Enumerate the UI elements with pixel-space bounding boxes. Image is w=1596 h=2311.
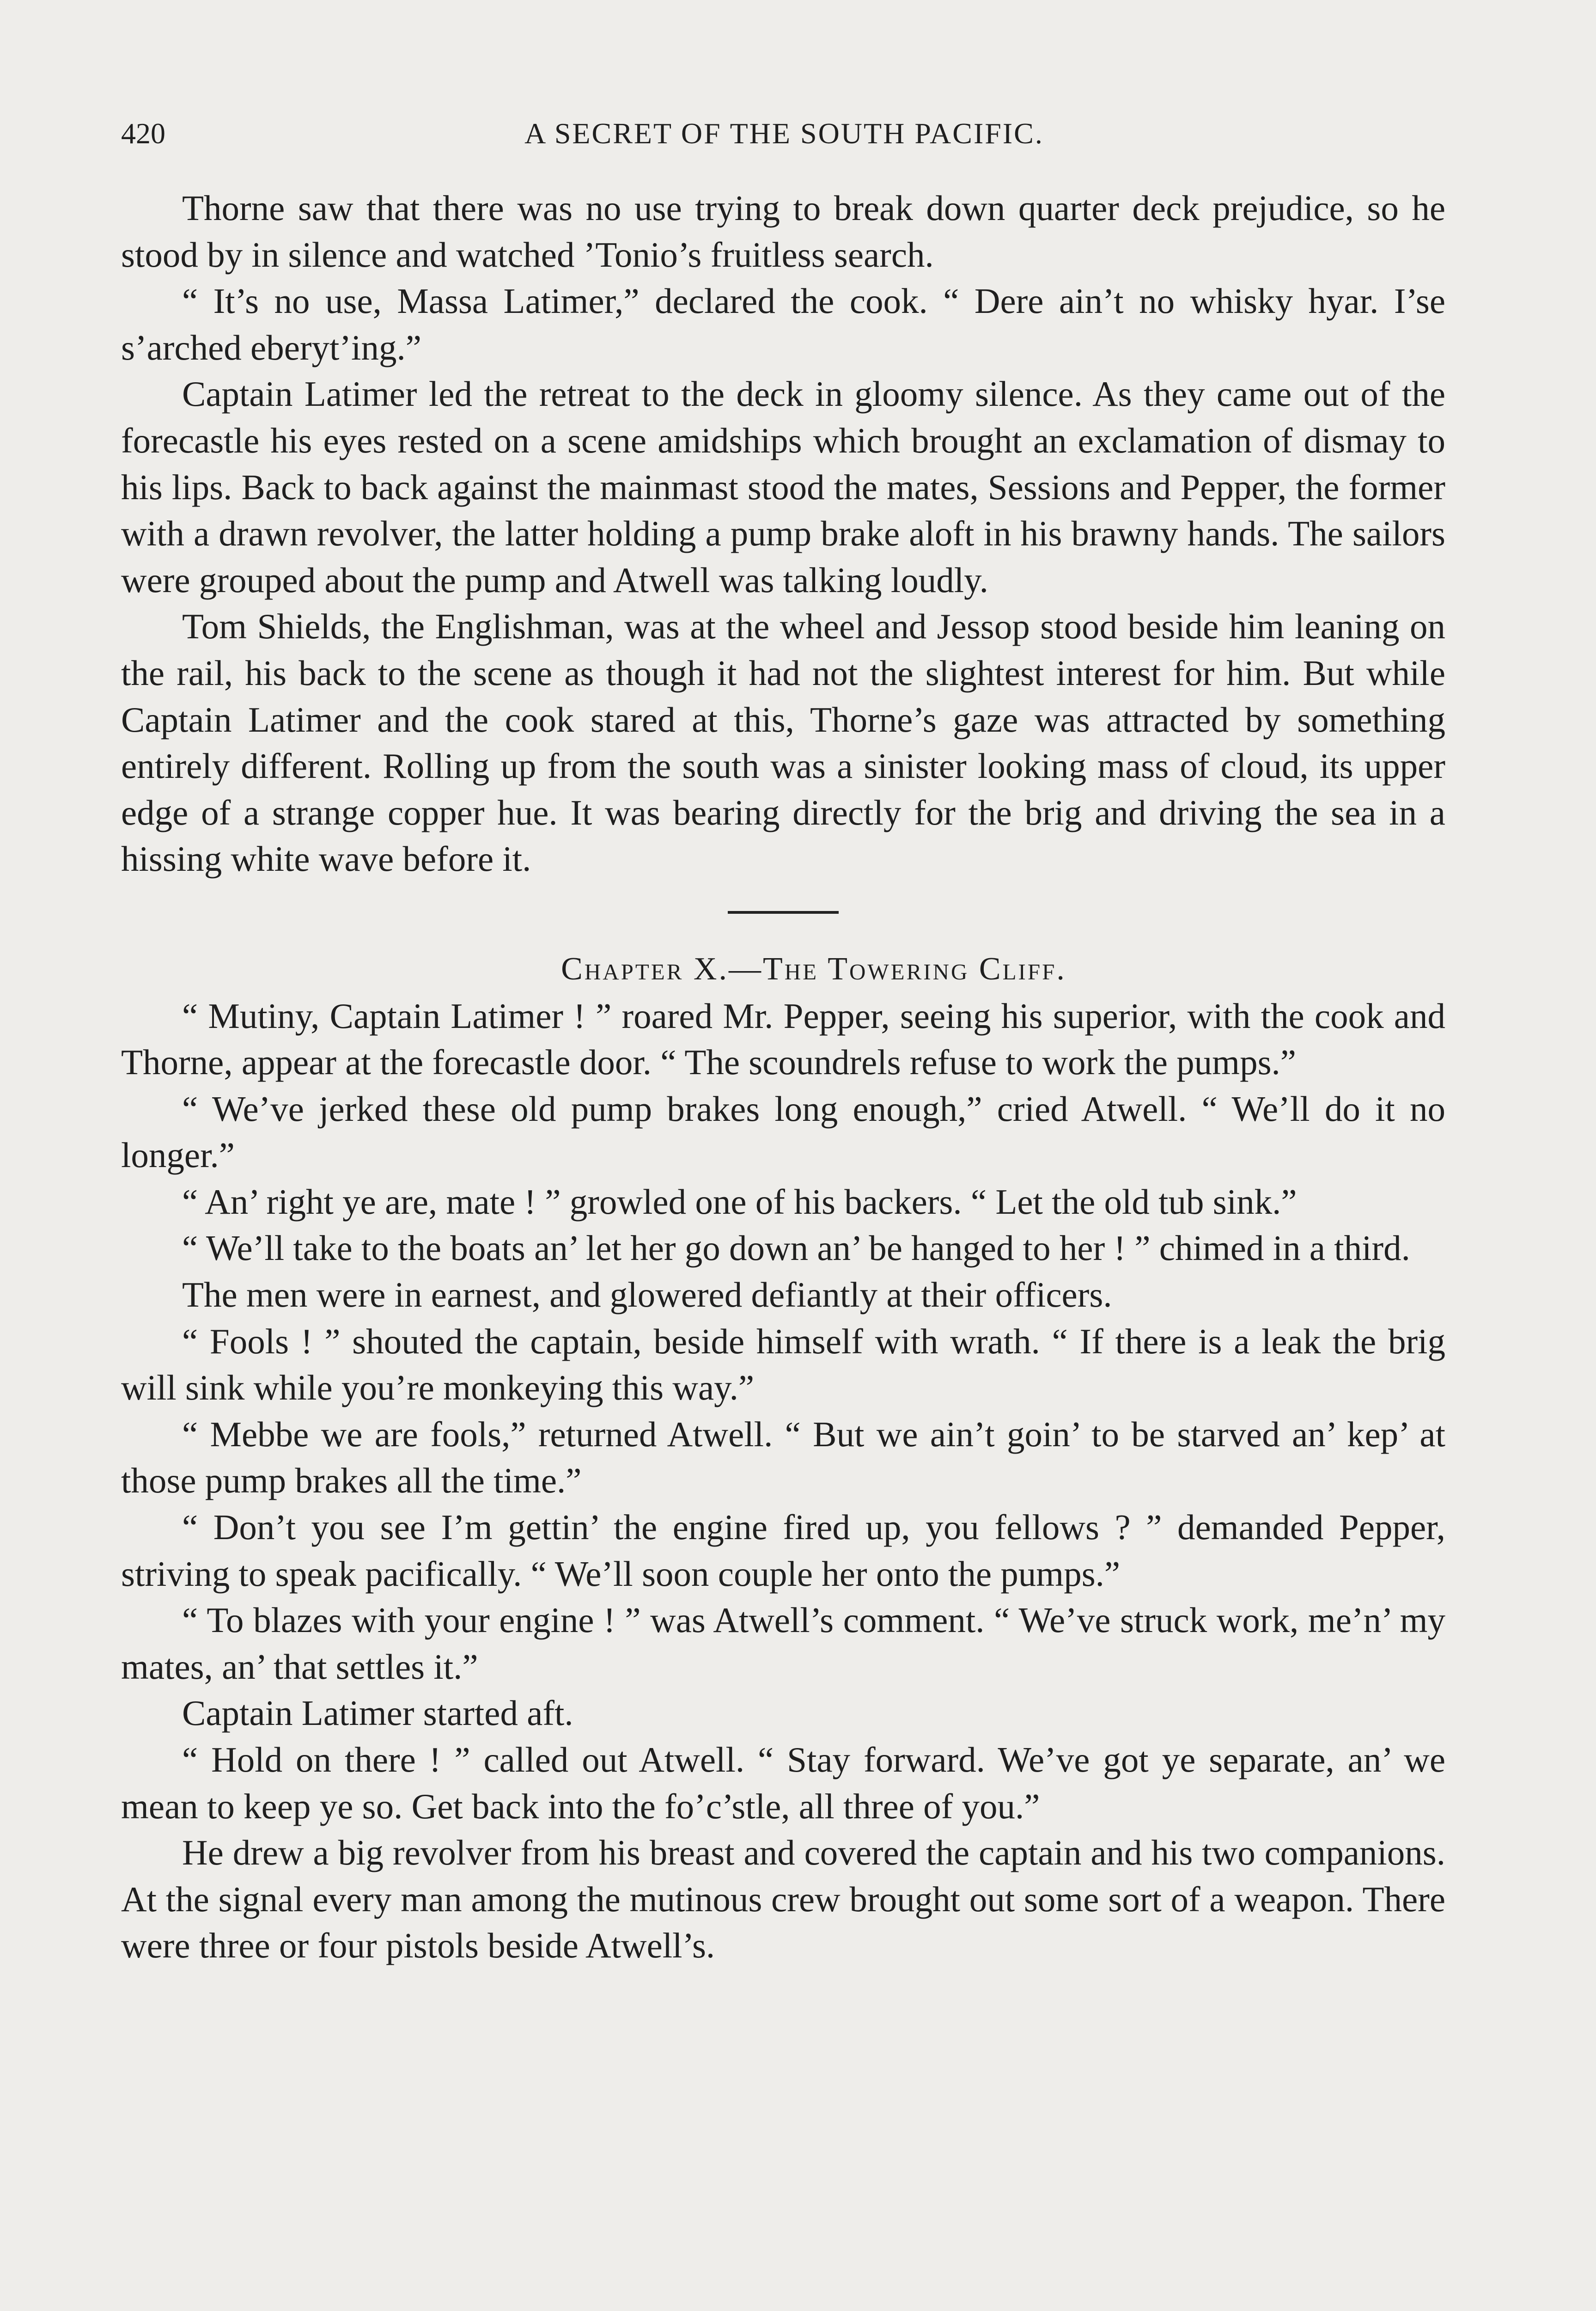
paragraph: He drew a big revolver from his breast and covered the captain and his two companions. At the signal every man among the mutinous crew brought out some sort of a weapon. There were three or four pistols beside Atwell’s. — [121, 1833, 1445, 1966]
paragraph: Captain Latimer led the retreat to the deck in gloomy silence. As they came out of the forecastle his eyes rested on a scene amidships which brought an exclamation of dismay to his lips. Back to back against the mainmast stood the mates, Sessions and Pepper, the former with a drawn revolver, the latter holding a pump brake aloft in his brawny hands. The sailors were grouped about the pump and Atwell was talking loudly. — [121, 374, 1445, 600]
paragraph: “ An’ right ye are, mate ! ” growled one of his backers. “ Let the old tub sink.” — [182, 1181, 1297, 1222]
paragraph: “ It’s no use, Massa Latimer,” declared the cook. “ Dere ain’t no whisky hyar. I’se s’arched eberyt’ing.” — [121, 281, 1445, 367]
paragraph: Thorne saw that there was no use trying to break down quarter deck prejudice, so he stood by in silence and watched ’Tonio’s fruitless search. — [121, 188, 1445, 275]
paragraph: “ Don’t you see I’m gettin’ the engine fired up, you fellows ? ” demanded Pepper, striving to speak pacifically. “ We’ll soon couple her onto the pumps.” — [121, 1507, 1445, 1594]
paragraph: Tom Shields, the Englishman, was at the wheel and Jessop stood beside him leaning on the rail, his back to the scene as though it had not the slightest interest for him. But while Captain Latimer and the cook stared at this, Thorne’s gaze was attracted by something entirely different. Rolling up from the south was a sinister looking mass of cloud, its upper edge of a strange copper hue. It was bearing directly for the brig and driving the sea in a hissing white wave before it. — [121, 606, 1445, 879]
paragraph: “ We’ve jerked these old pump brakes long enough,” cried Atwell. “ We’ll do it no longer.” — [121, 1088, 1445, 1175]
paragraph: Captain Latimer started aft. — [182, 1693, 573, 1733]
paragraph: “ We’ll take to the boats an’ let her go down an’ be hanged to her ! ” chimed in a third. — [182, 1228, 1410, 1268]
body-text — [121, 185, 1445, 1969]
paragraph: “ To blazes with your engine ! ” was Atwell’s comment. “ We’ve struck work, me’n’ my mates, an’ that settles it.” — [121, 1600, 1445, 1687]
page-header — [121, 116, 1447, 158]
paragraph: “ Mebbe we are fools,” returned Atwell. “ But we ain’t goin’ to be starved an’ kep’ at those pump brakes all the time.” — [121, 1414, 1445, 1501]
paragraph: “ Fools ! ” shouted the captain, beside himself with wrath. “ If there is a leak the brig will sink while you’re monkeying this way.” — [121, 1321, 1445, 1408]
paragraph: The men were in earnest, and glowered defiantly at their officers. — [182, 1275, 1112, 1315]
page-number: 420 — [121, 117, 165, 150]
paragraph: “ Mutiny, Captain Latimer ! ” roared Mr. Pepper, seeing his superior, with the cook and Thorne, appear at the forecastle door. “ The scoundrels refuse to work the pumps.” — [121, 996, 1445, 1082]
section-divider — [728, 911, 839, 914]
paragraph: “ Hold on there ! ” called out Atwell. “ Stay forward. We’ve got ye separate, an’ we mean to keep ye so. Get back into the fo’c’stle, all three of you.” — [121, 1740, 1445, 1826]
chapter-heading: Chapter X.—The Towering Cliff. — [561, 951, 1066, 987]
running-title: A SECRET OF THE SOUTH PACIFIC. — [524, 117, 1044, 150]
